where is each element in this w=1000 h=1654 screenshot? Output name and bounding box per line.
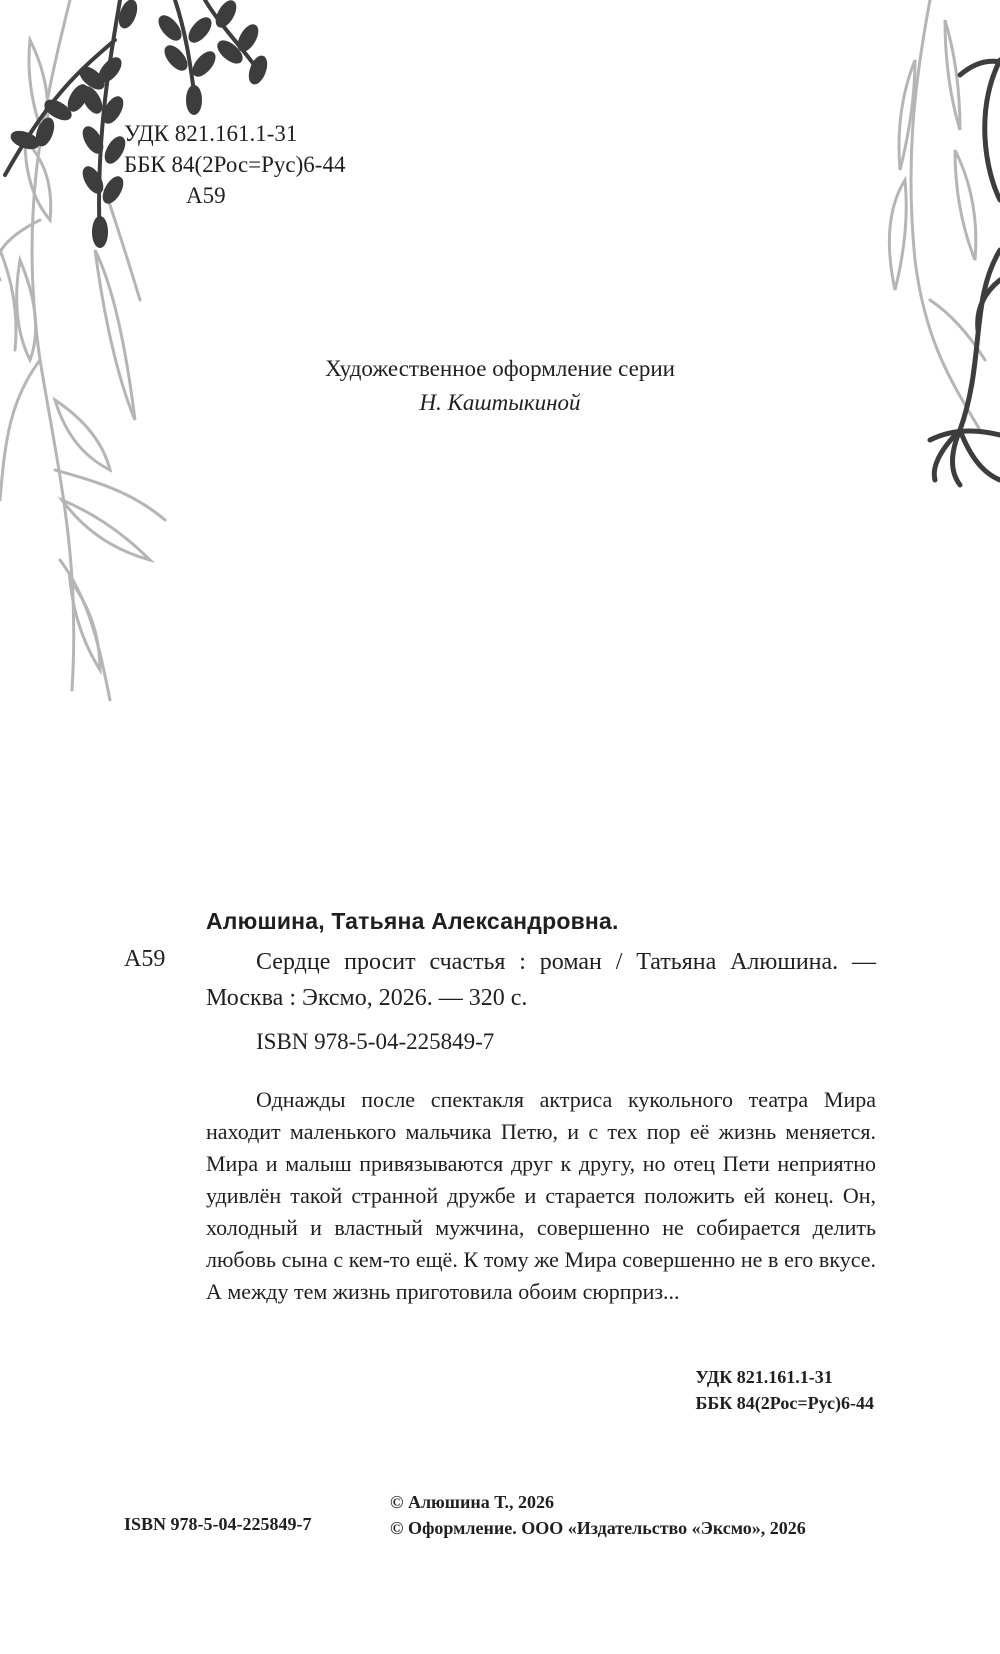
author-mark: А59 [186, 183, 226, 208]
footer-isbn: ISBN 978-5-04-225849-7 [124, 1514, 312, 1534]
classification-codes-top [124, 118, 345, 211]
design-artist-name: Н. Каштыкиной [419, 390, 581, 415]
catalog-isbn: ISBN 978-5-04-225849-7 [256, 1029, 495, 1054]
copyright-author: © Алюшина Т., 2026 [390, 1492, 554, 1512]
dark-branch-left [5, 0, 138, 246]
bbk-code-bottom: ББК 84(2Рос=Рус)6-44 [695, 1393, 874, 1413]
copyright-design: © Оформление. ООО «Издательство «Эксмо», 2026 [390, 1518, 806, 1538]
design-credit-line: Художественное оформление серии [325, 356, 675, 381]
bbk-code: ББК 84(2Рос=Рус)6-44 [124, 152, 346, 177]
udk-code: УДК 821.161.1-31 [124, 121, 298, 146]
classification-codes-bottom [695, 1364, 874, 1416]
catalog-author-mark: А59 [124, 946, 166, 972]
dark-branch-right [930, 60, 1000, 485]
dark-branch-top [157, 0, 268, 113]
catalog-author-heading: Алюшина, Татьяна Александровна. [206, 908, 619, 934]
bibliographic-description: Сердце просит счастья : роман / Татьяна Алюшина. — Москва : Эксмо, 2026. — 320 с. [206, 949, 876, 1011]
book-annotation: Однажды после спектакля актриса кукольного театра Мира находит маленького мальчика Петю, и с тех пор её жизнь меняется. Мира и малыш привязываются друг к другу, но отец Пети неприятно удивлён такой странной дружбе и старается положить ей конец. Он, холодный и властный мужчина, совершенно не собирается делить любовь сына с кем-то ещё. К тому же Мира совершенно не в его вкусе. А между тем жизнь приготовила обоим сюрприз... [206, 1087, 876, 1304]
series-design-credit [0, 352, 1000, 420]
copyright-notice [390, 1489, 806, 1541]
udk-code-bottom: УДК 821.161.1-31 [695, 1367, 833, 1387]
